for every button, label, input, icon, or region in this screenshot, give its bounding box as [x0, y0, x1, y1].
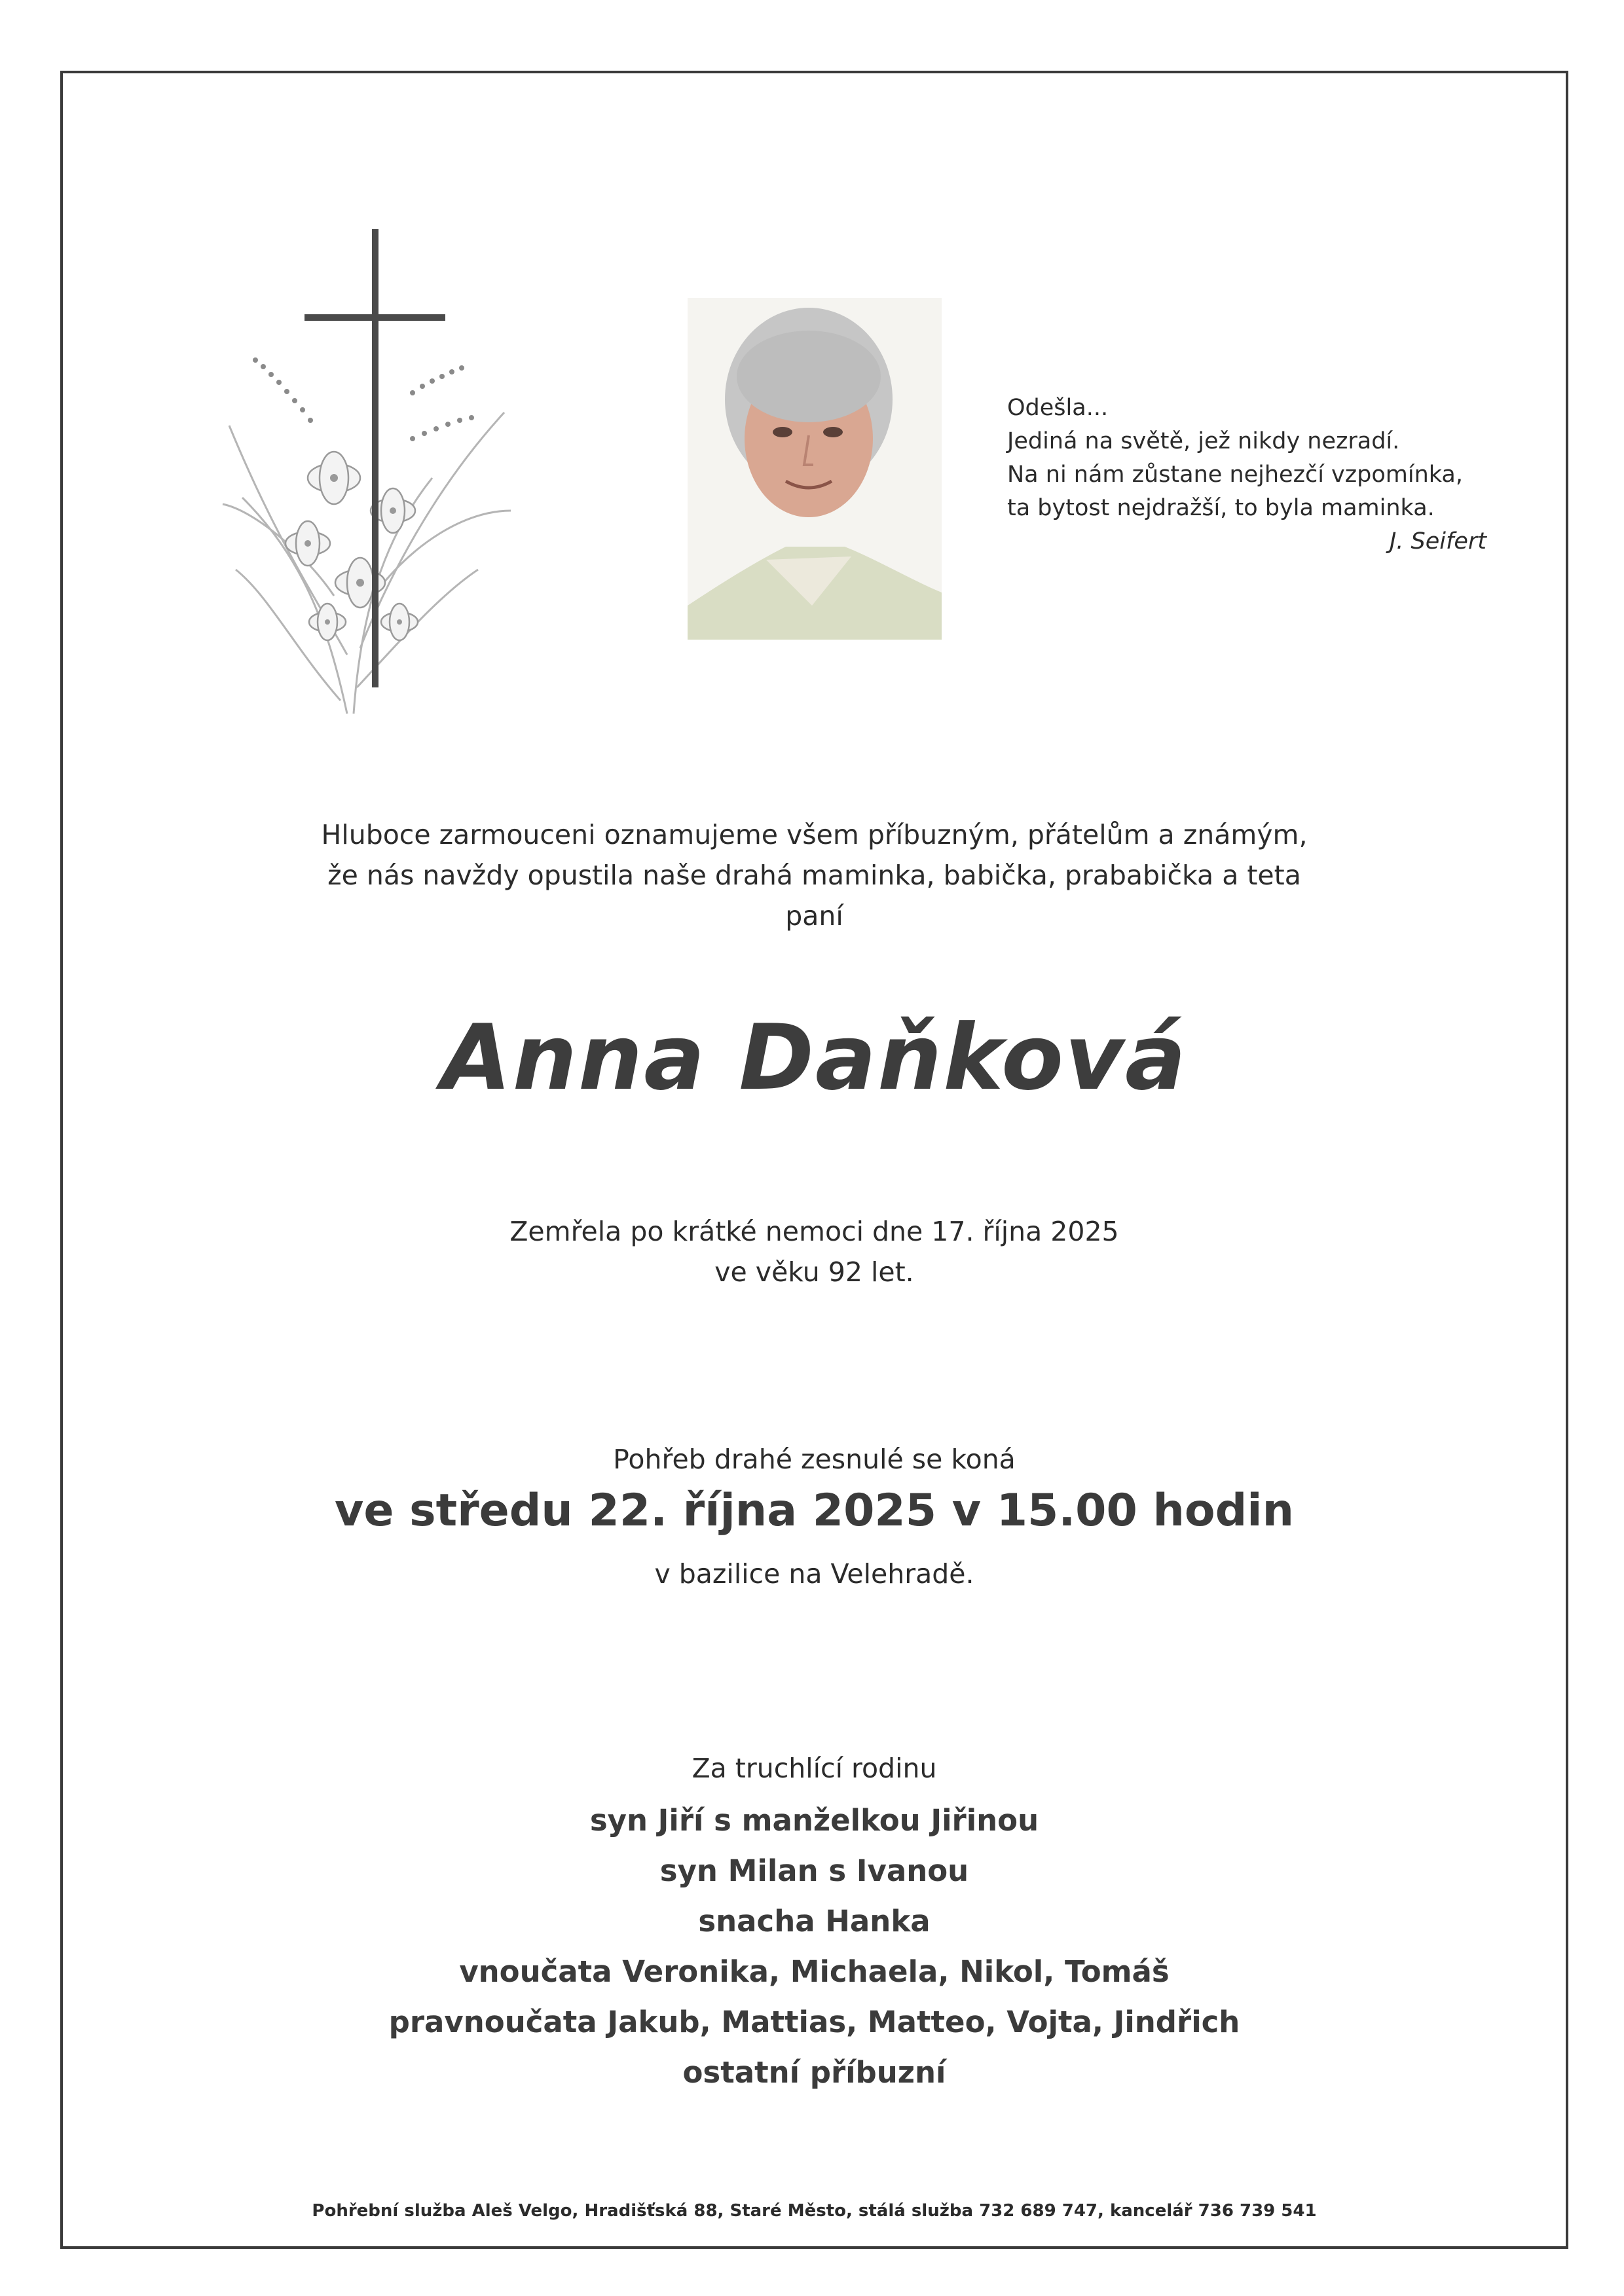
mourner-line: pravnoučata Jakub, Mattias, Matteo, Vojta, Jindřich	[388, 2005, 1240, 2039]
mourners-list	[60, 1795, 1568, 2098]
mourners-intro: Za truchlící rodinu	[692, 1753, 937, 1784]
poem-line: Odešla...	[1007, 395, 1109, 421]
funeral-intro: Pohřeb drahé zesnulé se koná	[613, 1444, 1016, 1475]
mourner-line: vnoučata Veronika, Michaela, Nikol, Tomáš	[459, 1954, 1170, 1989]
mourner-line: snacha Hanka	[698, 1904, 931, 1939]
mourner-line: ostatní příbuzní	[682, 2055, 946, 2090]
announcement-line: že nás navždy opustila naše drahá maminka, babička, prababička a teta	[327, 860, 1301, 891]
poem-line: Jediná na světě, jež nikdy nezradí.	[1007, 428, 1400, 454]
death-info	[60, 1211, 1568, 1292]
funeral-datetime: ve středu 22. října 2025 v 15.00 hodin	[335, 1485, 1294, 1537]
poem	[1007, 392, 1492, 558]
mourner-line: syn Jiří s manželkou Jiřinou	[589, 1803, 1039, 1838]
portrait-photo	[688, 298, 942, 640]
mourner-line: syn Milan s Ivanou	[659, 1853, 969, 1888]
announcement-line: Hluboce zarmouceni oznamujeme všem příbuzným, přátelům a známým,	[321, 819, 1308, 850]
poem-author: J. Seifert	[1389, 528, 1486, 555]
death-line: ve věku 92 let.	[714, 1256, 914, 1288]
death-line: Zemřela po krátké nemoci dne 17. října 2025	[509, 1216, 1119, 1247]
poem-line: Na ni nám zůstane nejhezčí vzpomínka,	[1007, 462, 1464, 488]
funeral-service-footer: Pohřební služba Aleš Velgo, Hradišťská 88, Staré Město, stálá služba 732 689 747, kancelář 736 739 541	[312, 2201, 1317, 2221]
deceased-name: Anna Daňková	[441, 1005, 1188, 1110]
announcement-line: paní	[785, 900, 843, 932]
poem-line: ta bytost nejdražší, to byla maminka.	[1007, 495, 1435, 521]
cross-with-flowers-icon	[216, 229, 517, 733]
announcement	[60, 814, 1568, 936]
funeral-place: v bazilice na Velehradě.	[654, 1558, 974, 1590]
